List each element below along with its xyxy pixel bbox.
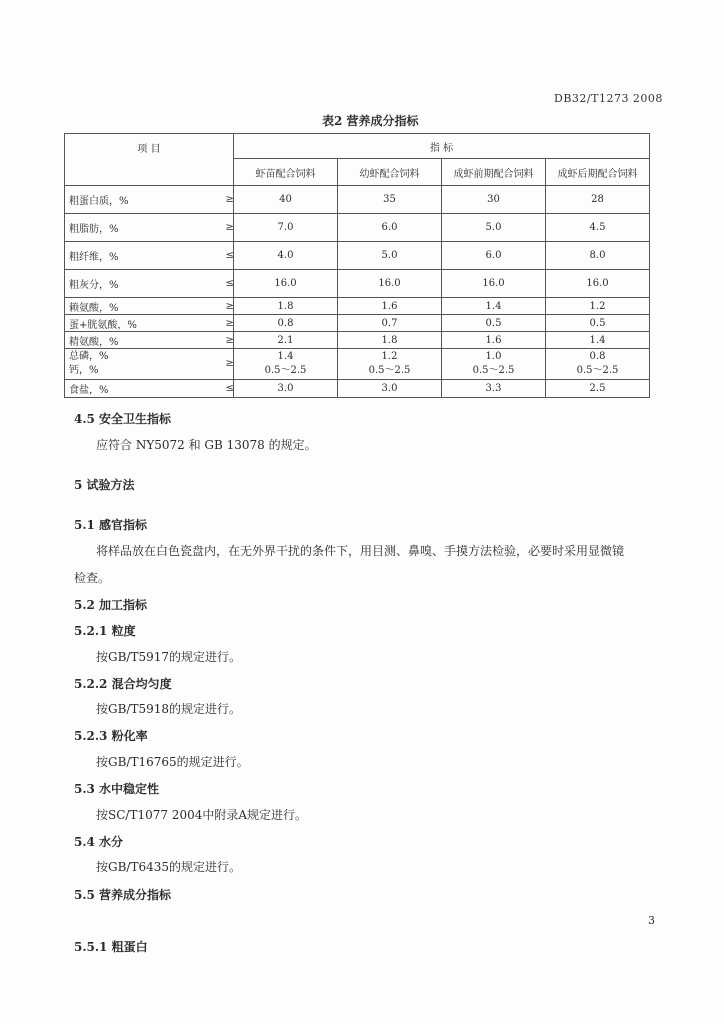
table-row [65, 380, 650, 398]
row-operator: ≥ [222, 315, 234, 332]
paragraph: 按SC/T1077 2004中附录A规定进行。 [96, 808, 308, 822]
table-cell: 0.8 [589, 351, 606, 362]
table-cell: 5.0 [338, 242, 442, 270]
row-label: 粗蛋白质，% [65, 186, 222, 214]
section-heading: 5.5 营养成分指标 [74, 888, 172, 902]
row-label: 粗纤维，% [65, 242, 222, 270]
row-label: 赖氨酸，% [65, 298, 222, 315]
table-row [65, 349, 650, 380]
paragraph: 按GB/T6435的规定进行。 [96, 860, 241, 874]
section-heading: 5.2 加工指标 [74, 598, 148, 612]
table-cell: 1.2 [546, 298, 650, 315]
column-header: 虾苗配合饲料 [234, 159, 338, 186]
document-code: DB32/T1273 2008 [554, 92, 663, 105]
table-cell: 0.5 [442, 315, 546, 332]
table-cell: 0.5～2.5 [368, 365, 411, 376]
table-cell: 6.0 [338, 214, 442, 242]
table-cell: 35 [338, 186, 442, 214]
table-cell: 6.0 [442, 242, 546, 270]
paragraph: 按GB/T5918的规定进行。 [96, 702, 241, 716]
table-cell: 1.4 [546, 332, 650, 349]
section-heading: 5.2.2 混合均匀度 [74, 677, 172, 691]
section-heading: 5.1 感官指标 [74, 518, 148, 532]
table-cell: 3.0 [338, 380, 442, 398]
section-heading: 5.2.3 粉化率 [74, 729, 148, 743]
row-operator: ≥ [222, 214, 234, 242]
table-cell: 0.5～2.5 [576, 365, 619, 376]
column-header: 成虾后期配合饲料 [546, 159, 650, 186]
header-item: 项 目 [65, 134, 234, 186]
table-cell: 1.8 [234, 298, 338, 315]
table-cell: 1.6 [442, 332, 546, 349]
section-heading: 5.5.1 粗蛋白 [74, 940, 148, 954]
nutrition-spec-table [64, 133, 650, 398]
section-heading: 4.5 安全卫生指标 [74, 412, 172, 426]
row-operator: ≥ [222, 298, 234, 315]
table-row [65, 298, 650, 315]
section-heading: 5 试验方法 [74, 478, 135, 492]
table-cell: 28 [546, 186, 650, 214]
table-cell: 3.0 [234, 380, 338, 398]
table-row [65, 242, 650, 270]
table-cell: 30 [442, 186, 546, 214]
table-cell: 1.4 [442, 298, 546, 315]
paragraph: 按GB/T16765的规定进行。 [96, 755, 249, 769]
table-row [65, 315, 650, 332]
table-cell: 40 [234, 186, 338, 214]
table-cell: 0.5 [546, 315, 650, 332]
table-cell: 16.0 [234, 270, 338, 298]
page-number: 3 [648, 914, 655, 927]
table-title: 表2 营养成分指标 [322, 114, 419, 128]
table-cell: 2.5 [546, 380, 650, 398]
table-cell: 1.8 [338, 332, 442, 349]
row-label: 总磷，% [69, 351, 109, 362]
column-header: 幼虾配合饲料 [338, 159, 442, 186]
table-cell: 3.3 [442, 380, 546, 398]
row-label: 食盐，% [65, 380, 222, 398]
table-cell: 1.2 [381, 351, 398, 362]
table-cell: 1.6 [338, 298, 442, 315]
row-operator: ≥ [222, 186, 234, 214]
table-row [65, 332, 650, 349]
row-label: 粗脂肪，% [65, 214, 222, 242]
row-operator: ≤ [222, 380, 234, 398]
paragraph: 将样品放在白色瓷盘内，在无外界干扰的条件下，用目测、鼻嗅、手摸方法检验，必要时采用显微镜 [96, 544, 625, 558]
table-cell: 5.0 [442, 214, 546, 242]
row-operator: ≤ [222, 242, 234, 270]
table-cell: 16.0 [338, 270, 442, 298]
table-cell: 4.5 [546, 214, 650, 242]
section-heading: 5.3 水中稳定性 [74, 782, 160, 796]
paragraph: 检查。 [74, 571, 111, 585]
table-cell: 2.1 [234, 332, 338, 349]
table-row [65, 214, 650, 242]
paragraph: 应符合 NY5072 和 GB 13078 的规定。 [96, 438, 317, 452]
table-row [65, 186, 650, 214]
table-cell: 0.5～2.5 [264, 365, 307, 376]
row-label: 精氨酸，% [65, 332, 222, 349]
row-operator: ≥ [225, 358, 234, 369]
table-cell: 0.8 [234, 315, 338, 332]
column-header: 成虾前期配合饲料 [442, 159, 546, 186]
table-cell: 1.0 [485, 351, 502, 362]
table-row [65, 270, 650, 298]
table-cell: 8.0 [546, 242, 650, 270]
section-heading: 5.4 水分 [74, 835, 124, 849]
row-label: 钙，% [69, 365, 99, 376]
table-cell: 1.4 [277, 351, 294, 362]
table-cell: 0.7 [338, 315, 442, 332]
table-cell: 16.0 [442, 270, 546, 298]
row-label: 蛋+胱氨酸，% [65, 315, 222, 332]
table-cell: 0.5～2.5 [472, 365, 515, 376]
section-heading: 5.2.1 粒度 [74, 624, 136, 638]
paragraph: 按GB/T5917的规定进行。 [96, 650, 241, 664]
row-operator: ≥ [222, 332, 234, 349]
header-indicator-group: 指 标 [234, 134, 650, 159]
row-operator: ≤ [222, 270, 234, 298]
table-cell: 4.0 [234, 242, 338, 270]
row-label: 粗灰分，% [65, 270, 222, 298]
table-cell: 7.0 [234, 214, 338, 242]
table-cell: 16.0 [546, 270, 650, 298]
